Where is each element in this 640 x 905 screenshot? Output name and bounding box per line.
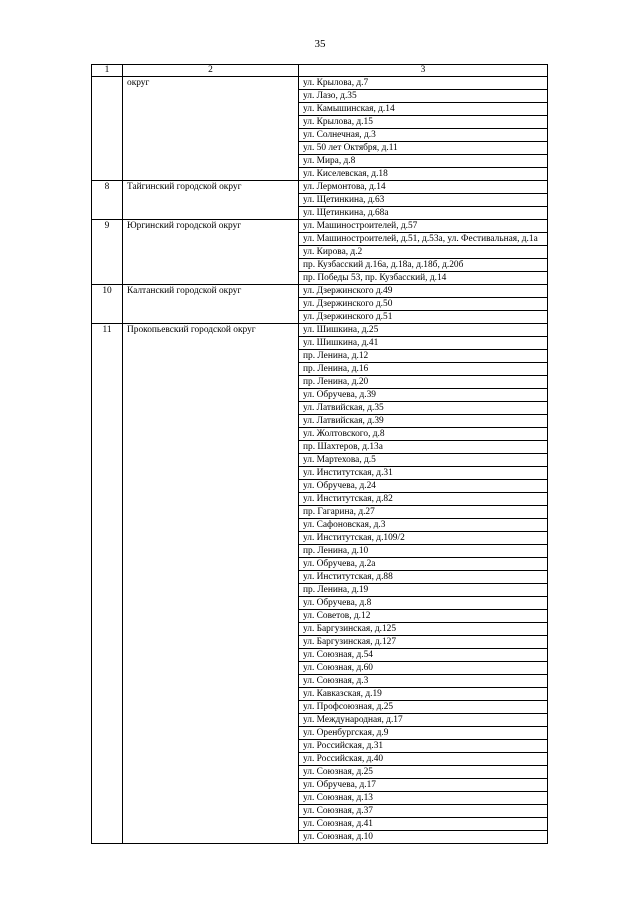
address-cell: пр. Кузбасский д.16а, д.18а, д.18б, д.20б: [299, 259, 548, 272]
address-cell: ул. Профсоюзная, д.25: [299, 701, 548, 714]
address-cell: ул. Институтская, д.31: [299, 467, 548, 480]
address-cell: ул. Дзержинского д.49: [299, 285, 548, 298]
address-cell: ул. Шишкина, д.25: [299, 324, 548, 337]
table-row: [92, 181, 548, 194]
address-cell: ул. Баргузинская, д.125: [299, 623, 548, 636]
district-name: Прокопьевский городской округ: [123, 324, 299, 844]
address-cell: ул. Машиностроителей, д.57: [299, 220, 548, 233]
address-cell: пр. Ленина, д.16: [299, 363, 548, 376]
address-cell: ул. Машиностроителей, д.51, д.53а, ул. Фестивальная, д.1а: [299, 233, 548, 246]
address-cell: ул. Крылова, д.15: [299, 116, 548, 129]
table-row: [92, 285, 548, 298]
district-name: Калтанский городской округ: [123, 285, 299, 324]
address-cell: ул. Институтская, д.109/2: [299, 532, 548, 545]
header-col-1: 1: [92, 65, 123, 77]
address-cell: ул. 50 лет Октября, д.11: [299, 142, 548, 155]
table-body: [92, 77, 548, 844]
address-cell: ул. Российская, д.40: [299, 753, 548, 766]
address-cell: ул. Союзная, д.13: [299, 792, 548, 805]
district-name: округ: [123, 77, 299, 181]
address-cell: пр. Ленина, д.19: [299, 584, 548, 597]
address-cell: ул. Дзержинского д.50: [299, 298, 548, 311]
table-row: [92, 77, 548, 90]
address-cell: ул. Обручева, д.24: [299, 480, 548, 493]
address-cell: пр. Ленина, д.20: [299, 376, 548, 389]
address-cell: ул. Мира, д.8: [299, 155, 548, 168]
address-cell: ул. Мартехова, д.5: [299, 454, 548, 467]
address-cell: ул. Союзная, д.37: [299, 805, 548, 818]
district-number: [92, 77, 123, 181]
address-cell: ул. Союзная, д.54: [299, 649, 548, 662]
address-cell: ул. Международная, д.17: [299, 714, 548, 727]
address-cell: ул. Кавказская, д.19: [299, 688, 548, 701]
district-number: 9: [92, 220, 123, 285]
address-cell: ул. Щетинкина, д.63: [299, 194, 548, 207]
address-cell: ул. Кирова, д.2: [299, 246, 548, 259]
address-cell: ул. Обручева, д.8: [299, 597, 548, 610]
address-cell: ул. Шишкина, д.41: [299, 337, 548, 350]
address-cell: ул. Киселевская, д.18: [299, 168, 548, 181]
address-cell: ул. Обручева, д.2а: [299, 558, 548, 571]
page-number: 35: [314, 38, 326, 50]
address-cell: ул. Солнечная, д.3: [299, 129, 548, 142]
address-cell: ул. Союзная, д.10: [299, 831, 548, 844]
address-cell: ул. Камышинская, д.14: [299, 103, 548, 116]
address-cell: пр. Ленина, д.10: [299, 545, 548, 558]
address-cell: ул. Баргузинская, д.127: [299, 636, 548, 649]
address-cell: ул. Союзная, д.60: [299, 662, 548, 675]
address-cell: ул. Институтская, д.82: [299, 493, 548, 506]
address-cell: пр. Шахтеров, д.13а: [299, 441, 548, 454]
address-cell: ул. Оренбургская, д.9: [299, 727, 548, 740]
header-col-3: 3: [299, 65, 548, 77]
address-cell: ул. Латвийская, д.39: [299, 415, 548, 428]
address-cell: ул. Щетинкина, д.68а: [299, 207, 548, 220]
address-cell: ул. Дзержинского д.51: [299, 311, 548, 324]
address-cell: ул. Советов, д.12: [299, 610, 548, 623]
header-row: [92, 65, 548, 77]
address-cell: пр. Гагарина, д.27: [299, 506, 548, 519]
district-number: 10: [92, 285, 123, 324]
address-cell: ул. Союзная, д.41: [299, 818, 548, 831]
district-name: Юргинский городской округ: [123, 220, 299, 285]
address-cell: ул. Институтская, д.88: [299, 571, 548, 584]
table-row: [92, 324, 548, 337]
district-name: Тайгинский городской округ: [123, 181, 299, 220]
address-cell: ул. Союзная, д.3: [299, 675, 548, 688]
header-col-2: 2: [123, 65, 299, 77]
address-cell: ул. Лермонтова, д.14: [299, 181, 548, 194]
address-cell: пр. Ленина, д.12: [299, 350, 548, 363]
district-number: 8: [92, 181, 123, 220]
address-cell: ул. Крылова, д.7: [299, 77, 548, 90]
address-cell: ул. Жолтовского, д.8: [299, 428, 548, 441]
address-cell: пр. Победы 53, пр. Кузбасский, д.14: [299, 272, 548, 285]
address-cell: ул. Обручева, д.39: [299, 389, 548, 402]
address-table: [91, 64, 548, 844]
address-cell: ул. Лазо, д.35: [299, 90, 548, 103]
address-cell: ул. Сафоновская, д.3: [299, 519, 548, 532]
address-cell: ул. Российская, д.31: [299, 740, 548, 753]
address-cell: ул. Союзная, д.25: [299, 766, 548, 779]
district-number: 11: [92, 324, 123, 844]
address-cell: ул. Обручева, д.17: [299, 779, 548, 792]
address-cell: ул. Латвийская, д.35: [299, 402, 548, 415]
table-row: [92, 220, 548, 233]
